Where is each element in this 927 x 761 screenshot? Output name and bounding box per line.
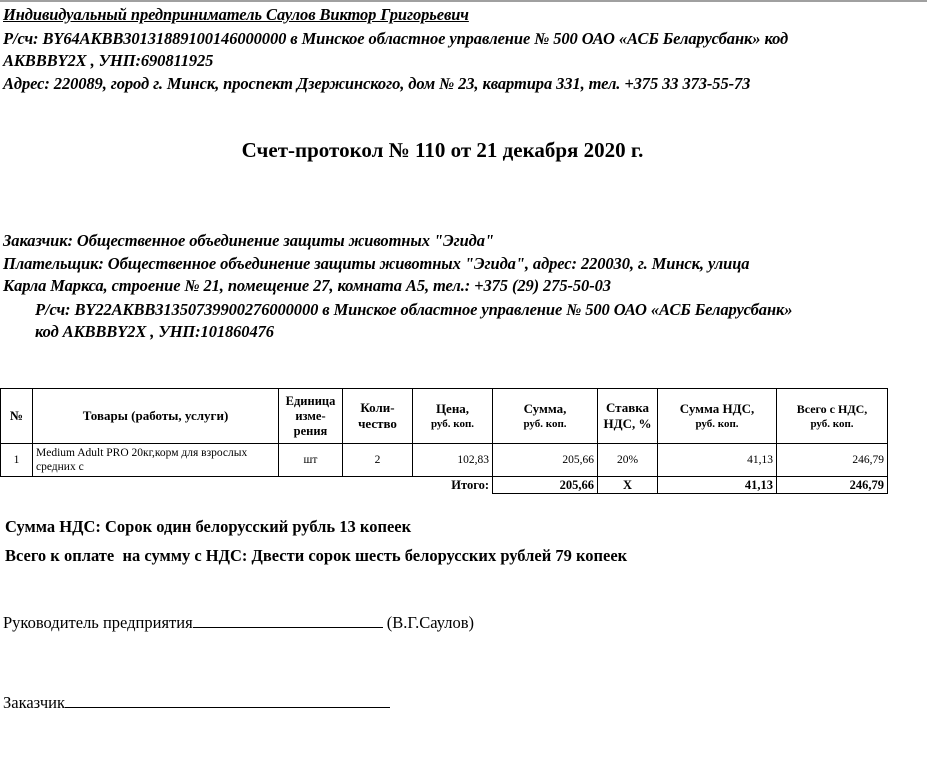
cell-vat-sum: 41,13 <box>658 444 777 477</box>
header-vat-sum: Сумма НДС, руб. коп. <box>658 389 777 444</box>
items-table <box>0 388 888 494</box>
header-goods: Товары (работы, услуги) <box>33 389 279 444</box>
table-header-row <box>1 389 888 444</box>
customer-line: Заказчик: Общественное объединение защиты животных "Эгида" <box>3 231 494 250</box>
cell-unit: шт <box>279 444 343 477</box>
document-title: Счет-протокол № 110 от 21 декабря 2020 г. <box>241 138 644 162</box>
customer-signature <box>3 691 390 713</box>
table-totals-row <box>1 477 888 494</box>
cell-qty: 2 <box>343 444 413 477</box>
seller-address: Адрес: 220089, город г. Минск, проспект Дзержинского, дом № 23, квартира 331, тел. +375 33 373-55-73 <box>3 74 751 93</box>
customer-account-line1: Р/сч: BY22AKBB31350739900276000000 в Минское областное управление № 500 ОАО «АСБ Беларусбанк» <box>35 300 793 319</box>
cell-price: 102,83 <box>413 444 493 477</box>
cell-goods: Medium Adult PRO 20кг,корм для взрослых средних с <box>33 444 279 477</box>
totals-label: Итого: <box>451 477 489 492</box>
customer-signature-line <box>65 691 390 708</box>
seller-name: Индивидуальный предприниматель Саулов Виктор Григорьевич <box>3 5 469 24</box>
director-signature <box>3 611 474 633</box>
totals-vat-rate: X <box>598 477 658 494</box>
payer-line1: Плательщик: Общественное объединение защиты животных "Эгида", адрес: 220030, г. Минск, улица <box>3 254 750 273</box>
totals-total: 246,79 <box>777 477 888 494</box>
header-sum: Сумма, руб. коп. <box>493 389 598 444</box>
header-unit: Единица изме- рения <box>279 389 343 444</box>
cell-total: 246,79 <box>777 444 888 477</box>
vat-sum-words: Сумма НДС: Сорок один белорусский рубль 13 копеек <box>5 517 412 536</box>
totals-sum: 205,66 <box>493 477 598 494</box>
customer-signature-label: Заказчик <box>3 693 66 712</box>
seller-account-line2: AKBBBY2X , УНП:690811925 <box>3 51 214 70</box>
totals-vat-sum: 41,13 <box>658 477 777 494</box>
header-price: Цена, руб. коп. <box>413 389 493 444</box>
header-num: № <box>1 389 33 444</box>
header-qty: Коли- чество <box>343 389 413 444</box>
customer-account-line2: код AKBBBY2X , УНП:101860476 <box>35 322 274 341</box>
header-total: Всего с НДС, руб. коп. <box>777 389 888 444</box>
total-sum-words: Всего к оплате на сумму с НДС: Двести сорок шесть белорусских рублей 79 копеек <box>5 546 628 565</box>
director-label: Руководитель предприятия <box>3 613 193 632</box>
director-signature-line <box>193 611 383 628</box>
cell-num: 1 <box>1 444 33 477</box>
cell-sum: 205,66 <box>493 444 598 477</box>
payer-line2: Карла Маркса, строение № 21, помещение 27, комната А5, тел.: +375 (29) 275-50-03 <box>3 276 611 295</box>
table-row <box>1 444 888 477</box>
cell-vat-rate: 20% <box>598 444 658 477</box>
seller-account-line1: Р/сч: BY64AKBB30131889100146000000 в Минское областное управление № 500 ОАО «АСБ Беларусбанк» код <box>3 29 789 48</box>
director-name: (В.Г.Саулов) <box>386 613 475 632</box>
header-vat-rate: Ставка НДС, % <box>598 389 658 444</box>
